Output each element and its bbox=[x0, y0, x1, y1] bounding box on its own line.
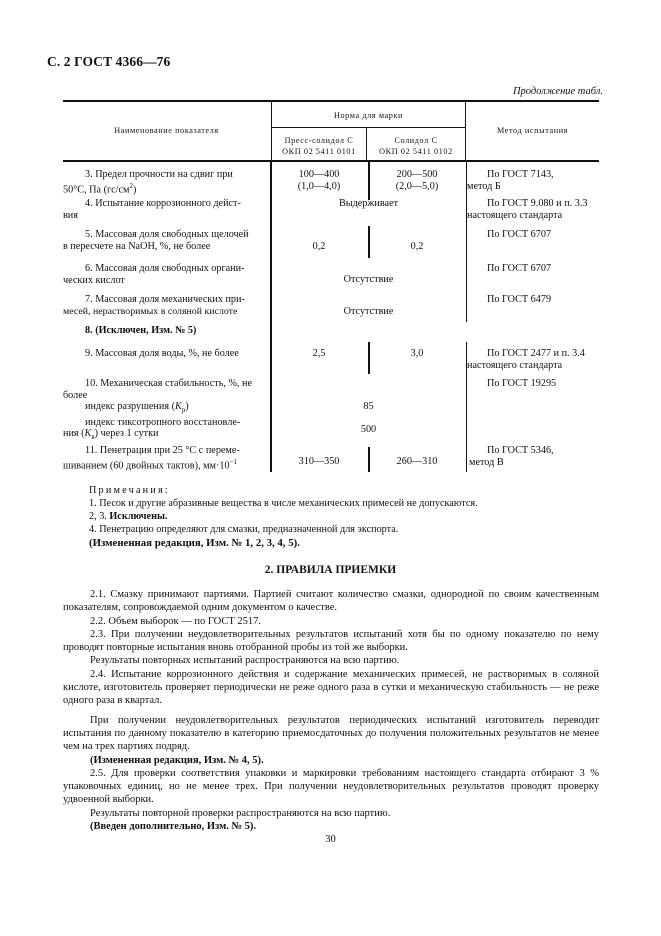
row-name: 6. Массовая доля свободных органи- ческих кислот bbox=[63, 263, 245, 286]
col-header-grade2: Солидол С ОКП 02 5411 0102 bbox=[379, 136, 453, 156]
row-value-kv: 500 bbox=[360, 424, 377, 435]
note-2-3: 2, 3. Исключены. bbox=[89, 511, 168, 522]
row-name: 9. Массовая доля воды, %, не более bbox=[85, 348, 239, 359]
col-header-grade1: Пресс-солидол С ОКП 02 5411 0101 bbox=[282, 136, 356, 156]
paragraph-2-4-periodic: При получении неудовлетворительных результатов периодических испытаний изготовитель переводит испытания по данному показателю в категорию приемосдаточных до получения положительных результатов не менее чем на трех партиях подряд. bbox=[63, 714, 599, 753]
notes-heading: Примечания: bbox=[89, 485, 170, 496]
header-bottom-rule bbox=[63, 160, 599, 162]
note-4: 4. Пенетрацию определяют для смазки, предназначенной для экспорта. bbox=[89, 524, 399, 535]
row-value-grade1: 0,2 bbox=[312, 241, 326, 252]
amendment-2-4: (Измененная редакция, Изм. № 4, 5). bbox=[90, 754, 264, 766]
paragraph-2-1: 2.1. Смазку принимают партиями. Партией считают количество смазки, однородной по своим качественным показателям, сопровождаемой одним документом о качестве. bbox=[63, 589, 599, 614]
row-value-grade1: 2,5 bbox=[312, 348, 326, 359]
row-value-both: Отсутствие bbox=[343, 306, 394, 317]
section-body bbox=[63, 588, 599, 833]
row-method: По ГОСТ 7143, метод Б bbox=[467, 169, 554, 192]
row-method: По ГОСТ 5346, метод В bbox=[469, 445, 554, 468]
row-value-grade2: 200—500 (2,0—5,0) bbox=[395, 169, 439, 192]
table-top-rule bbox=[63, 100, 599, 102]
row-method: По ГОСТ 6707 bbox=[487, 263, 552, 274]
paragraph-2-4: 2.4. Испытание коррозионного действия и содержание механических примесей, не растворимых в соляной кислоте, изготовитель проверяет периодически не реже одного раза в сутки и механическую стабильность — не реже одного раза в квартал. bbox=[63, 668, 599, 707]
paragraph-2-3: 2.3. При получении неудовлетворительных результатов испытаний хотя бы по одному показателю по нему проводят повторные испытания вновь отобранной пробы из той же выборки. bbox=[63, 628, 599, 654]
row-value-grade2: 3,0 bbox=[410, 348, 424, 359]
row-value-grade2: 260—310 bbox=[396, 456, 438, 467]
table-continuation-label: Продолжение табл. bbox=[512, 86, 603, 97]
amendment-2-5: (Введен дополнительно, Изм. № 5). bbox=[90, 821, 257, 833]
row-value-kr: 85 bbox=[363, 401, 374, 412]
row-value-grade1: 310—350 bbox=[298, 456, 340, 467]
table-notes bbox=[89, 484, 478, 550]
paragraph-2-3-results: Результаты повторных испытаний распространяются на всю партию. bbox=[90, 655, 400, 667]
row-method: По ГОСТ 9.080 и п. 3.3 настоящего стандарта bbox=[467, 198, 588, 221]
row-name: 11. Пенетрация при 25 °С с переме- шиванием (60 двойных тактов), $мм\cdot 10^{-1}$ bbox=[63, 445, 240, 471]
row-name: 4. Испытание коррозионного дейст- вия bbox=[63, 198, 241, 221]
col-header-method: Метод испытания bbox=[496, 126, 569, 135]
row-method: По ГОСТ 6479 bbox=[487, 294, 552, 305]
document-header-title: С. 2 ГОСТ 4366—76 bbox=[47, 54, 171, 69]
row-value-grade2: 0,2 bbox=[410, 241, 424, 252]
col-header-name: Наименование показателя bbox=[114, 126, 219, 135]
norm-group-rule bbox=[272, 127, 466, 128]
paragraph-2-2: 2.2. Объем выборок — по ГОСТ 2517. bbox=[90, 615, 262, 627]
col-header-norm-group: Норма для марки bbox=[333, 111, 404, 120]
paragraph-2-5: 2.5. Для проверки соответствия упаковки и маркировки требованиям настоящего стандарта отбирают 3 % упаковочных единиц, но не менее трех. При получении неудовлетворительных результатов проводят проверку удвоенной выборки. bbox=[63, 767, 599, 806]
row-method: По ГОСТ 6707 bbox=[487, 229, 552, 240]
row-value-grade1: 100—400 (1,0—4,0) bbox=[297, 169, 341, 192]
section-title: 2. ПРАВИЛА ПРИЕМКИ bbox=[264, 564, 397, 576]
paragraph-2-5-results: Результаты повторной проверки распространяются на всю партию. bbox=[90, 807, 391, 819]
row-name: 3. Предел прочности на сдвиг при 50°C, Па $(гс/см^2)$ bbox=[63, 169, 233, 195]
row-method: По ГОСТ 2477 и п. 3.4 настоящего стандарта bbox=[467, 348, 585, 371]
row-value-both: Выдерживает bbox=[338, 198, 399, 209]
row-name-excluded: 8. (Исключен, Изм. № 5) bbox=[85, 325, 197, 336]
row-name: 5. Массовая доля свободных щелочей в пересчете на NaOH, %, не более bbox=[63, 229, 249, 252]
notes-amendment: (Измененная редакция, Изм. № 1, 2, 3, 4, 5). bbox=[89, 537, 300, 549]
row-name: 7. Массовая доля механических при- месей, нерастворимых в соляной кислоте bbox=[63, 294, 245, 317]
row-value-both: Отсутствие bbox=[343, 274, 394, 285]
page-number: 30 bbox=[325, 834, 336, 845]
row-name: 10. Механическая стабильность, %, не более индекс разрушения $(K_р)$ индекс тиксотропного восстановле- ния $(K_в)$ через 1 сутки bbox=[63, 378, 252, 442]
note-1: 1. Песок и другие абразивные вещества в числе механических примесей не допускаются. bbox=[89, 498, 478, 509]
row-method: По ГОСТ 19295 bbox=[487, 378, 557, 389]
